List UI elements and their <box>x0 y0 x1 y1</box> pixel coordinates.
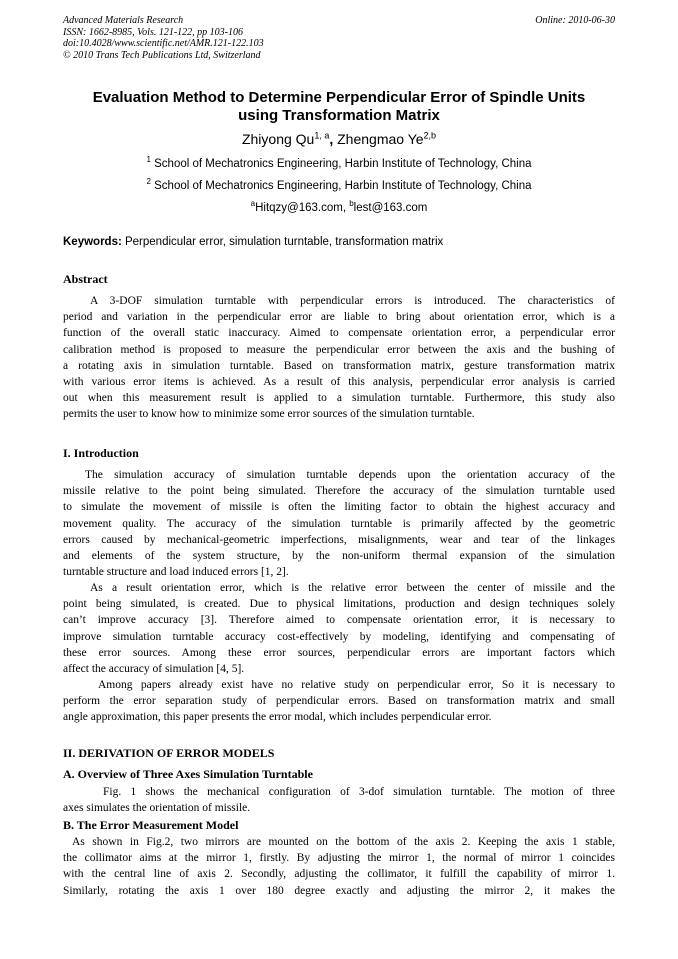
text-line: with the central line of axis 2. Secondly, adjusting the collimator, it fulfill the capability of mirror 1. <box>63 868 615 881</box>
text-line: turntable structure and load induced errors [1, 2]. <box>63 566 289 579</box>
text-line: permits the user to know how to minimize some error sources of the simulation turntable. <box>63 408 475 421</box>
paper-title <box>63 89 615 125</box>
text-line: and elements of the system structure, by the non-uniform thermal expansion of the simulation <box>63 550 615 563</box>
introduction-paragraph-2 <box>63 580 615 677</box>
text-line: As a result orientation error, which is the relative error between the center of missile and the <box>90 582 615 594</box>
section-heading-derivation: II. DERIVATION OF ERROR MODELS <box>63 746 275 760</box>
text-line: As shown in Fig.2, two mirrors are mounted on the bottom of the axis 2. Keeping the axis 1 stable, <box>72 836 615 848</box>
abstract-body <box>63 293 615 423</box>
text-line: axes simulates the orientation of missile. <box>63 802 251 815</box>
text-line: Among papers already exist have no relative study on perpendicular error, So it is necessary to <box>98 679 615 691</box>
measurement-model-paragraph <box>63 834 615 899</box>
text-line: the collimator aims at the mirror 1, firstly. By adjusting the mirror 1, the normal of mirror 1 coincides <box>63 852 615 865</box>
email-mark: b <box>349 199 354 209</box>
email-mark: a <box>250 199 256 209</box>
text-line: improve simulation turntable accuracy cost-effectively by modeling, identifying and compensating of <box>63 630 615 643</box>
text-line: Similarly, rotating the axis 1 over 180 degree exactly and adjusting the mirror 2, it makes the <box>63 884 615 897</box>
email-text: Hitqzy@163.com, <box>255 202 350 214</box>
journal-copyright: © 2010 Trans Tech Publications Ltd, Switzerland <box>63 49 261 61</box>
journal-doi: doi:10.4028/www.scientific.net/AMR.121-122.103 <box>63 38 264 49</box>
author-name: Zhengmao Ye <box>337 131 424 147</box>
text-line: errors caused by mechanical-geometric imperfections, misalignments, wear and tear of the linkages <box>63 533 615 546</box>
author-name: Zhiyong Qu <box>241 131 315 147</box>
text-line: calibration method is proposed to measure the perpendicular error between the axis and the bushing of <box>63 343 615 356</box>
author-separator: , <box>329 131 338 147</box>
author-list <box>63 130 615 148</box>
text-line: The simulation accuracy of simulation turntable depends upon the orientation accuracy of the <box>85 469 615 481</box>
subsection-heading-measurement-model: B. The Error Measurement Model <box>63 818 239 832</box>
abstract-heading: Abstract <box>63 272 108 286</box>
keywords <box>63 235 623 250</box>
section-heading-introduction: I. Introduction <box>63 446 139 460</box>
text-line: perform the error separation study of perpendicular errors. Based on transformation matrix and small <box>63 695 615 708</box>
subsection-heading-overview: A. Overview of Three Axes Simulation Turntable <box>63 767 313 781</box>
journal-issn: ISSN: 1662-8985, Vols. 121-122, pp 103-106 <box>63 26 243 38</box>
author-emails <box>63 200 615 216</box>
text-line: A 3-DOF simulation turntable with perpendicular errors is introduced. The characteristics of <box>90 295 615 307</box>
online-date: Online: 2010-06-30 <box>535 15 615 26</box>
introduction-paragraph-1 <box>63 467 615 580</box>
text-line: Fig. 1 shows the mechanical configuration of 3-dof simulation turntable. The motion of three <box>103 786 615 798</box>
journal-header <box>63 15 423 61</box>
text-line: these error sources. Among these error sources, perpendicular errors are important factors which <box>63 646 615 659</box>
text-line: angle approximation, this paper presents the error modal, which includes perpendicular error. <box>63 711 492 724</box>
text-line: with various error items is achieved. As a result of this analysis, perpendicular error analysis is carried <box>63 376 615 389</box>
text-line: out when this measurement result is applied to a simulation turntable. Furthermore, this study also <box>63 392 615 405</box>
overview-paragraph <box>63 784 615 816</box>
text-line: a rotating axis in simulation turntable. Based on transformation matrix, gesture transformation matrix <box>63 359 615 372</box>
journal-name: Advanced Materials Research <box>63 15 184 26</box>
affiliation-text: School of Mechatronics Engineering, Harbin Institute of Technology, China <box>150 180 532 192</box>
text-line: function of the overall static inaccuracy. Aimed to compensate orientation error, a perpendicular error <box>63 327 615 340</box>
affiliation-2 <box>63 178 615 194</box>
keywords-text: Perpendicular error, simulation turntable, transformation matrix <box>121 236 444 248</box>
text-line: missile relative to the point being simulated. Therefore the accuracy of the simulation turntable used <box>63 485 615 498</box>
keywords-label: Keywords: <box>63 236 122 248</box>
text-line: period and variation in the perpendicular error are liable to bring about orientation error, which is a <box>63 311 615 324</box>
affiliation-text: School of Mechatronics Engineering, Harbin Institute of Technology, China <box>150 158 532 170</box>
text-line: to simulate the movement of missile is often the limiting factor to obtain the highest accuracy and <box>63 501 615 514</box>
text-line: can’t improve accuracy [3]. Therefore aimed to compensate orientation error, it is necessary to <box>63 614 615 627</box>
affiliation-1 <box>63 156 615 172</box>
title-line-2: using Transformation Matrix <box>238 107 440 124</box>
author-affiliation-mark: 1, a <box>314 130 330 141</box>
affiliation-mark: 1 <box>146 155 151 165</box>
text-line: point being simulated, is created. Due to physical limitations, production and design techniques solely <box>63 598 615 611</box>
affiliation-mark: 2 <box>146 177 151 187</box>
introduction-paragraph-3 <box>63 677 615 726</box>
title-line-1: Evaluation Method to Determine Perpendicular Error of Spindle Units <box>92 89 586 106</box>
text-line: affect the accuracy of simulation [4, 5]. <box>63 663 245 676</box>
email-text: lest@163.com <box>353 202 428 214</box>
author-affiliation-mark: 2,b <box>423 130 437 141</box>
text-line: movement quality. The accuracy of the simulation turntable is primarily affected by the geometric <box>63 517 615 530</box>
